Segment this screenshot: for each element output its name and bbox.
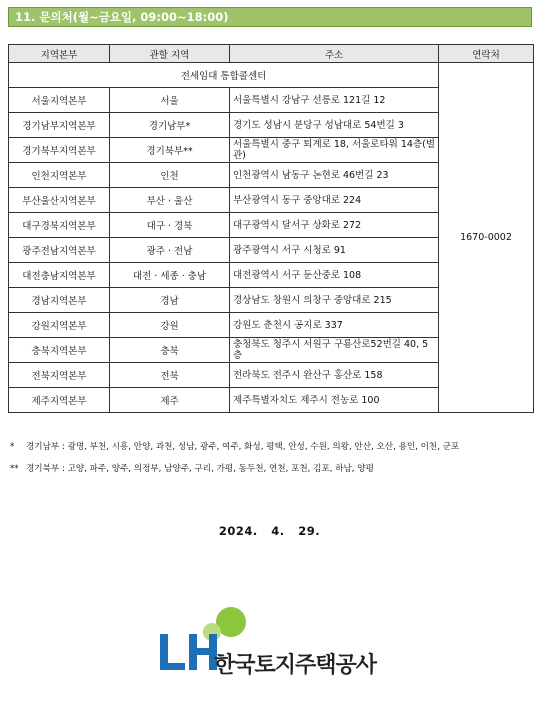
address-cell: 대구광역시 달서구 상화로 272 xyxy=(230,213,439,238)
hq-cell: 경기남부지역본부 xyxy=(9,113,110,138)
region-cell: 부산 · 울산 xyxy=(110,188,230,213)
col-header-address: 주소 xyxy=(230,45,439,63)
region-cell: 대전 · 세종 · 충남 xyxy=(110,263,230,288)
hq-cell: 대구경북지역본부 xyxy=(9,213,110,238)
hq-cell: 충북지역본부 xyxy=(9,338,110,363)
address-cell: 경기도 성남시 분당구 성남대로 54번길 3 xyxy=(230,113,439,138)
hq-cell: 경남지역본부 xyxy=(9,288,110,313)
region-cell: 전북 xyxy=(110,363,230,388)
footnote-2 xyxy=(10,458,459,480)
region-cell: 제주 xyxy=(110,388,230,413)
address-cell: 부산광역시 동구 중앙대로 224 xyxy=(230,188,439,213)
footnote-text: 경기북부 : 고양, 파주, 양주, 의정부, 남양주, 구리, 가평, 동두천, 연천, 포천, 김포, 하남, 양평 xyxy=(26,464,374,474)
call-center-label: 전세임대 통합콜센터 xyxy=(9,63,439,88)
table-body xyxy=(9,63,534,413)
address-cell: 전라북도 전주시 완산구 홍산로 158 xyxy=(230,363,439,388)
region-cell: 강원 xyxy=(110,313,230,338)
address-cell: 인천광역시 남동구 논현로 46번길 23 xyxy=(230,163,439,188)
footnote-text: 경기남부 : 광명, 부천, 시흥, 안양, 과천, 성남, 광주, 여주, 화성, 평택, 안성, 수원, 의왕, 안산, 오산, 용인, 이천, 군포 xyxy=(26,442,460,452)
col-header-hq: 지역본부 xyxy=(9,45,110,63)
hq-cell: 인천지역본부 xyxy=(9,163,110,188)
hq-cell: 광주전남지역본부 xyxy=(9,238,110,263)
table-header-row xyxy=(9,45,534,63)
hq-cell: 서울지역본부 xyxy=(9,88,110,113)
region-cell: 서울 xyxy=(110,88,230,113)
contact-table xyxy=(8,44,534,413)
address-cell: 서울특별시 강남구 선릉로 121길 12 xyxy=(230,88,439,113)
region-cell: 경기남부* xyxy=(110,113,230,138)
region-cell: 경기북부** xyxy=(110,138,230,163)
logo-letter-h xyxy=(189,634,217,670)
region-cell: 광주 · 전남 xyxy=(110,238,230,263)
hq-cell: 경기북부지역본부 xyxy=(9,138,110,163)
hq-cell: 부산울산지역본부 xyxy=(9,188,110,213)
col-header-region: 관할 지역 xyxy=(110,45,230,63)
phone-number: 1670-0002 xyxy=(439,63,534,413)
footnote-mark: * xyxy=(10,442,15,452)
footnotes xyxy=(10,436,459,480)
section-header xyxy=(8,7,532,27)
document-date: 2024. 4. 29. xyxy=(218,524,321,538)
address-cell: 경상남도 창원시 의창구 중앙대로 215 xyxy=(230,288,439,313)
hq-cell: 전북지역본부 xyxy=(9,363,110,388)
address-cell: 광주광역시 서구 시청로 91 xyxy=(230,238,439,263)
col-header-phone: 연락처 xyxy=(439,45,534,63)
footnote-1 xyxy=(10,436,459,458)
hq-cell: 대전충남지역본부 xyxy=(9,263,110,288)
region-cell: 대구 · 경북 xyxy=(110,213,230,238)
company-name: 한국토지주택공사 xyxy=(214,653,377,678)
address-cell: 제주특별자치도 제주시 전농로 100 xyxy=(230,388,439,413)
region-cell: 경남 xyxy=(110,288,230,313)
address-cell: 충청북도 청주시 서원구 구룡산로52번길 40, 5층 xyxy=(230,338,439,363)
address-cell: 대전광역시 서구 둔산중로 108 xyxy=(230,263,439,288)
section-title: 11. 문의처(월~금요일, 09:00~18:00) xyxy=(15,10,229,24)
hq-cell: 제주지역본부 xyxy=(9,388,110,413)
region-cell: 충북 xyxy=(110,338,230,363)
address-cell: 강원도 춘천시 공지로 337 xyxy=(230,313,439,338)
logo-letter-l xyxy=(160,634,185,670)
region-cell: 인천 xyxy=(110,163,230,188)
footnote-mark: ** xyxy=(10,464,19,474)
hq-cell: 강원지역본부 xyxy=(9,313,110,338)
address-cell: 서울특별시 중구 퇴계로 18, 서울로타워 14층(별관) xyxy=(230,138,439,163)
call-center-row xyxy=(9,63,534,88)
